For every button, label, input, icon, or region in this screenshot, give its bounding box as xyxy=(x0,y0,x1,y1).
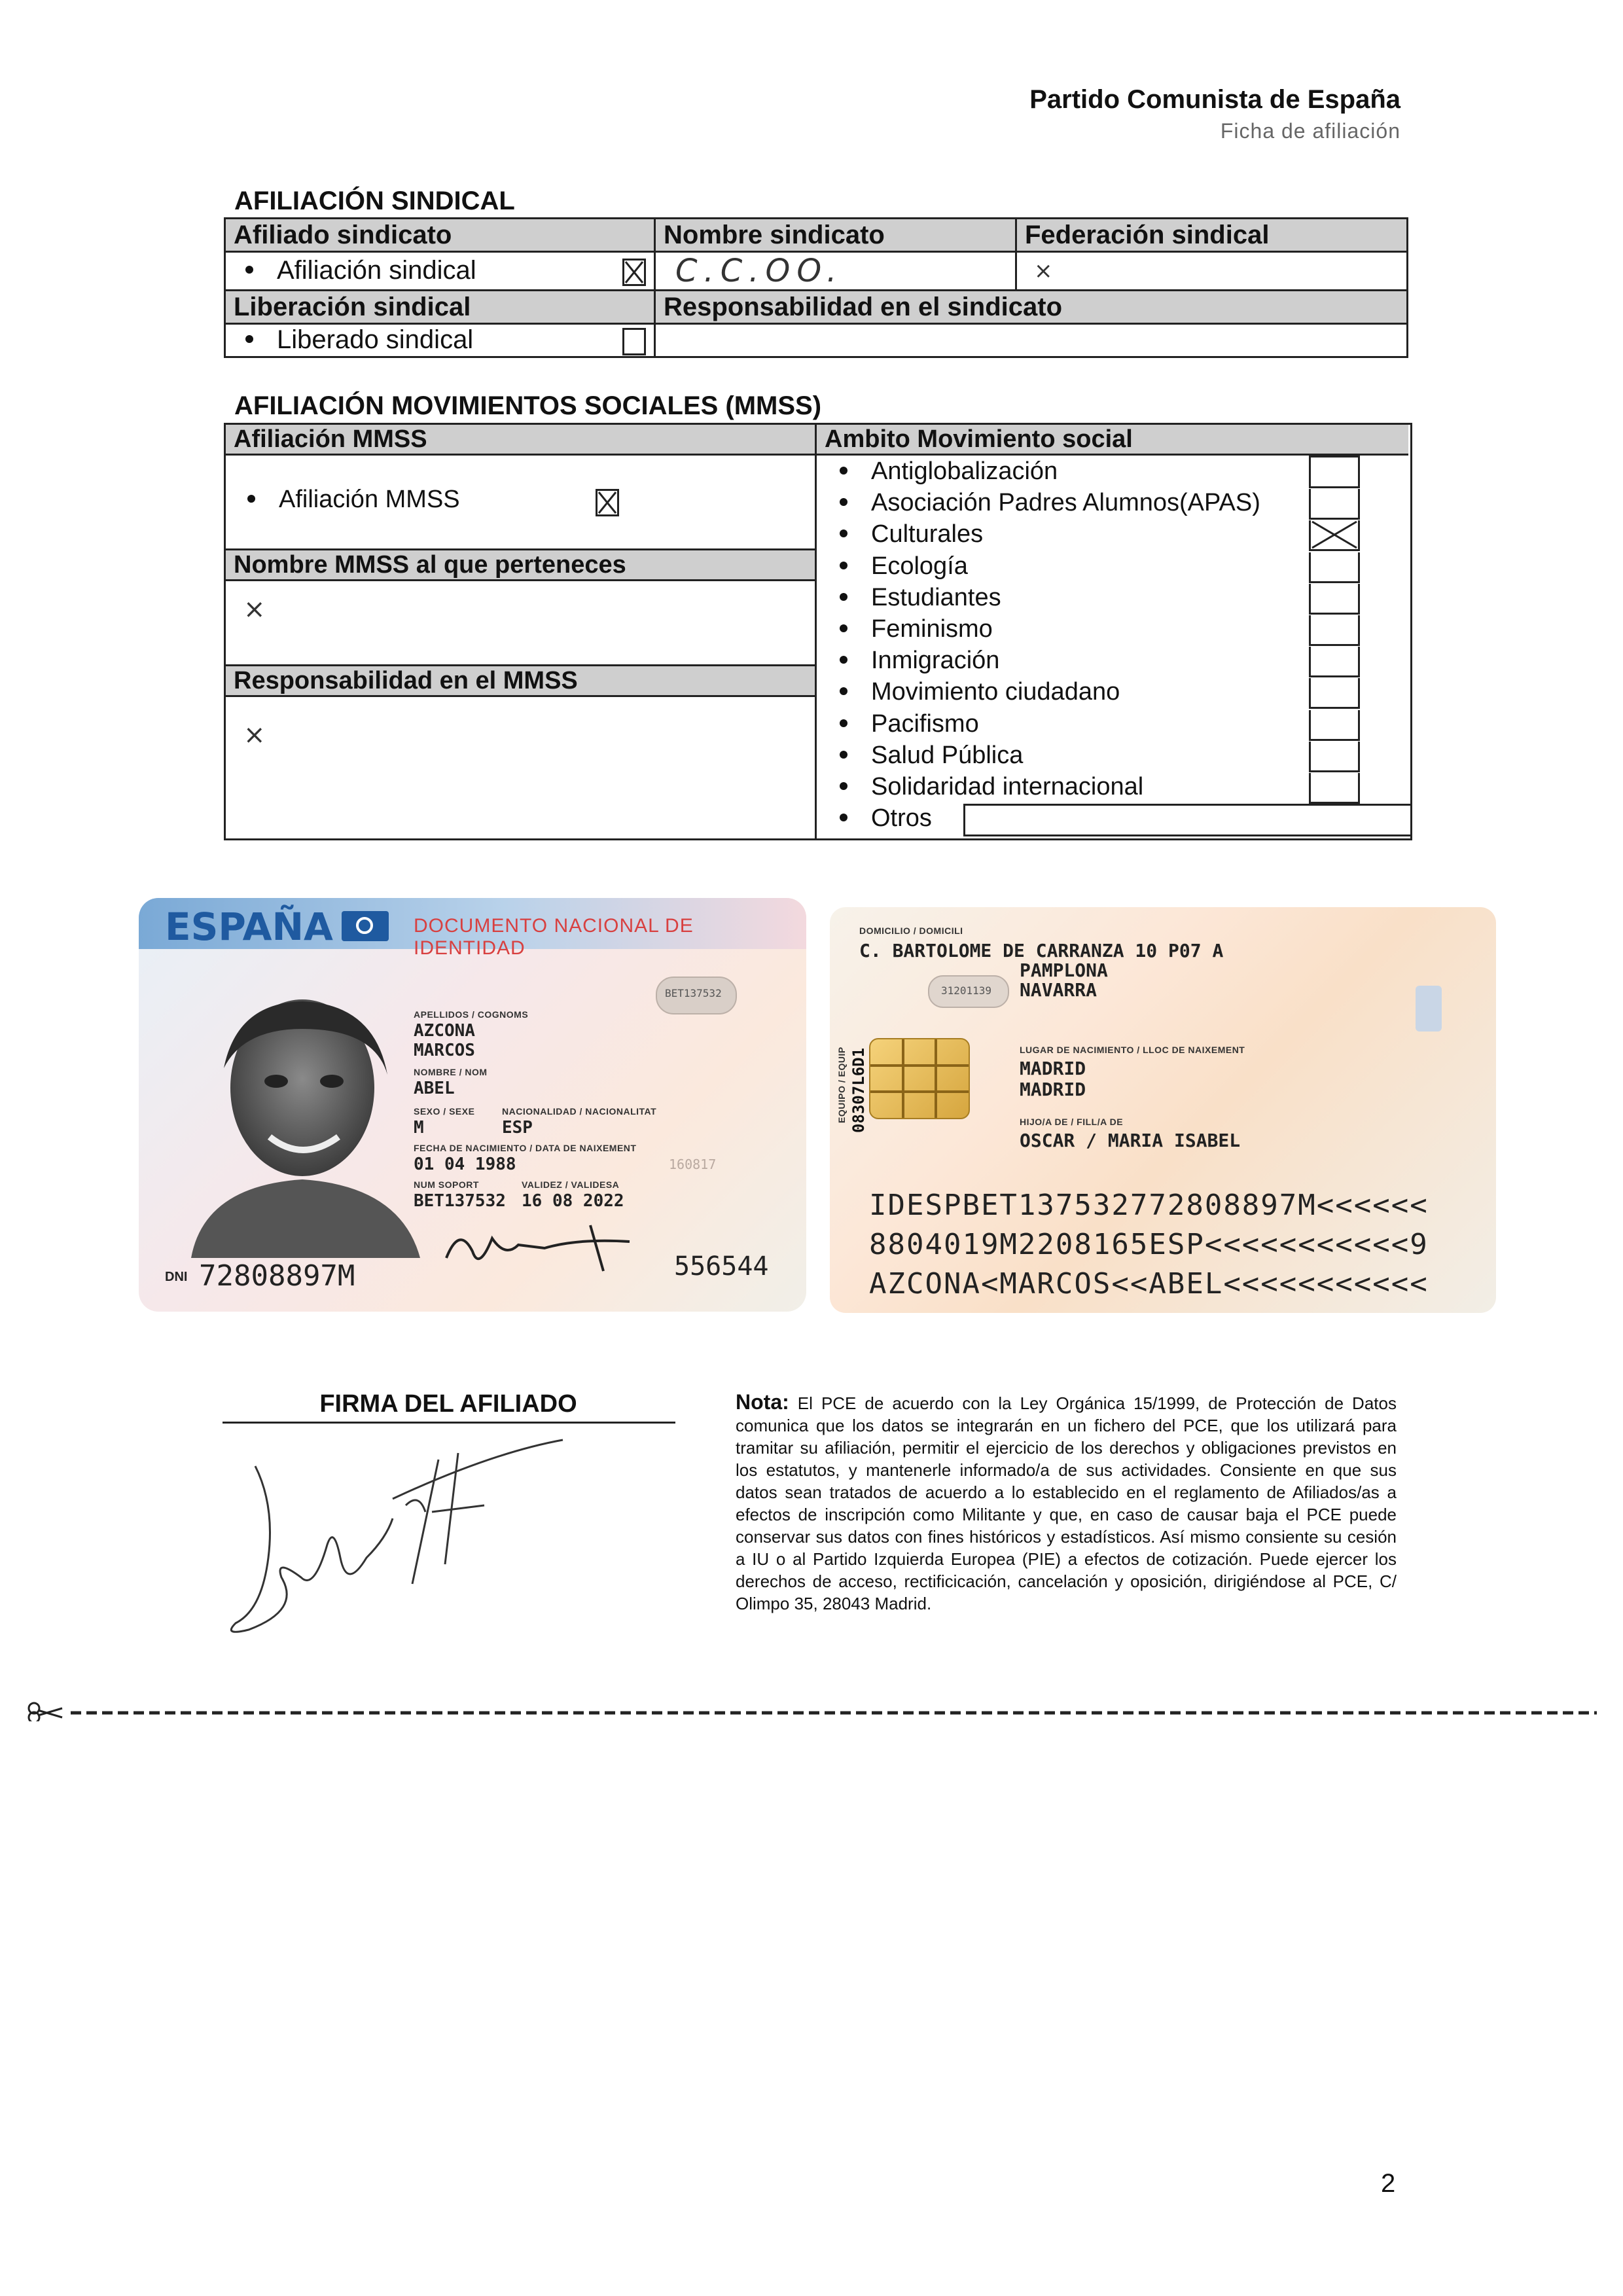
header-afiliacion-mmss: Afiliación MMSS xyxy=(226,425,815,456)
bullet-icon xyxy=(840,498,847,506)
ambito-item xyxy=(828,676,1120,708)
dni-label: DNI xyxy=(165,1270,188,1284)
ambito-label: Antiglobalización xyxy=(871,457,1058,485)
ambito-checkbox[interactable] xyxy=(1309,647,1360,677)
check-x-icon xyxy=(624,260,644,284)
bullet-icon xyxy=(840,719,847,727)
ambito-label: Culturales xyxy=(871,520,984,548)
responsabilidad-sindicato-field[interactable] xyxy=(655,324,1408,357)
value-nombre: ABEL xyxy=(414,1079,455,1098)
ambito-item xyxy=(828,487,1260,518)
back-oval: 31201139 xyxy=(928,975,1009,1008)
dni-signature xyxy=(433,1212,649,1281)
header-nombre-sindicato: Nombre sindicato xyxy=(655,219,1016,252)
ambito-label: Otros xyxy=(871,804,932,832)
form-subtitle: Ficha de afiliación xyxy=(1220,119,1400,143)
label-num-soporte: NUM SOPORT xyxy=(414,1179,479,1190)
firma-afiliado-title: FIRMA DEL AFILIADO xyxy=(319,1390,577,1418)
bullet-icon xyxy=(840,814,847,821)
label-nacionalidad: NACIONALIDAD / NACIONALITAT xyxy=(502,1106,657,1117)
header-afiliado-sindicato: Afiliado sindicato xyxy=(225,219,655,252)
dni-number: 72808897M xyxy=(199,1259,355,1293)
dni-can-number: 556544 xyxy=(674,1251,769,1282)
liberado-sindical-checkbox[interactable] xyxy=(622,328,646,355)
label-sexo: SEXO / SEXE xyxy=(414,1106,475,1117)
legal-note xyxy=(736,1391,1397,1615)
ambito-item xyxy=(828,456,1058,487)
label-fecha-nacimiento: FECHA DE NACIMIENTO / DATA DE NAIXEMENT xyxy=(414,1143,637,1153)
dni-front-image xyxy=(139,898,806,1312)
liberado-sindical-label: Liberado sindical xyxy=(277,325,474,354)
ambito-item xyxy=(828,771,1143,802)
value-validez: 16 08 2022 xyxy=(522,1191,624,1211)
value-equipo: 08307L6D1 xyxy=(849,1047,868,1133)
ambito-checkbox[interactable] xyxy=(1309,584,1360,615)
ambito-checkbox[interactable] xyxy=(1309,615,1360,646)
mrz-line-2: 8804019M2208165ESP<<<<<<<<<<<9 xyxy=(869,1228,1429,1261)
member-signature xyxy=(196,1427,602,1646)
afiliacion-sindical-cell xyxy=(225,252,655,291)
portrait-icon xyxy=(178,990,427,1258)
afiliacion-sindical-checkbox[interactable] xyxy=(622,259,646,286)
mmss-divider xyxy=(815,423,817,838)
afiliacion-mmss-row xyxy=(236,486,460,514)
cut-line xyxy=(26,1702,1603,1721)
header-liberacion-sindical: Liberación sindical xyxy=(225,291,655,324)
bullet-icon xyxy=(840,593,847,601)
signature-icon xyxy=(433,1212,649,1278)
afiliacion-mmss-checkbox[interactable] xyxy=(596,489,619,516)
ambito-item xyxy=(828,645,999,676)
sindical-section-title: AFILIACIÓN SINDICAL xyxy=(234,187,515,215)
value-apellido1: AZCONA xyxy=(414,1021,475,1041)
firma-line xyxy=(223,1422,675,1424)
ambito-checkbox[interactable] xyxy=(1309,489,1360,520)
check-x-icon xyxy=(1311,520,1358,549)
dni-back-image xyxy=(830,907,1496,1313)
ambito-item xyxy=(828,740,1023,771)
label-equipo: EQUIPO / EQUIP xyxy=(836,1047,847,1123)
nombre-mmss-field[interactable]: × xyxy=(243,594,266,624)
ambito-item xyxy=(828,582,1001,613)
header-ambito-movimiento: Ambito Movimiento social xyxy=(817,425,1408,456)
ambito-item xyxy=(828,802,932,834)
ambito-item xyxy=(828,550,968,582)
bullet-icon xyxy=(840,624,847,632)
responsabilidad-mmss-field[interactable]: × xyxy=(243,720,266,750)
label-domicilio: DOMICILIO / DOMICILI xyxy=(859,925,963,936)
value-sexo: M xyxy=(414,1118,424,1138)
page-number: 2 xyxy=(1381,2169,1396,2198)
nota-label: Nota: xyxy=(736,1390,789,1414)
bullet-icon xyxy=(840,782,847,790)
dni-doc-title: DOCUMENTO NACIONAL DE IDENTIDAD xyxy=(414,915,694,959)
party-name: Partido Comunista de España xyxy=(1029,85,1400,114)
label-apellidos: APELLIDOS / COGNOMS xyxy=(414,1009,529,1020)
mmss-section-title: AFILIACIÓN MOVIMIENTOS SOCIALES (MMSS) xyxy=(234,391,822,420)
mrz-line-1: IDESPBET137532772808897M<<<<<< xyxy=(869,1189,1429,1222)
afiliacion-mmss-label: Afiliación MMSS xyxy=(279,486,460,513)
ambito-checkbox[interactable] xyxy=(1309,742,1360,772)
ambito-item xyxy=(828,518,983,550)
federacion-sindical-field[interactable]: × xyxy=(1016,252,1408,291)
ambito-label: Ecología xyxy=(871,552,968,580)
label-nombre: NOMBRE / NOM xyxy=(414,1067,488,1077)
dni-chip-oval: BET137532 xyxy=(656,977,737,1014)
bullet-icon xyxy=(245,266,253,274)
bullet-icon xyxy=(840,529,847,537)
ambito-item xyxy=(828,613,993,645)
ambito-label: Asociación Padres Alumnos(APAS) xyxy=(871,489,1260,516)
label-validez: VALIDEZ / VALIDESA xyxy=(522,1179,620,1190)
chip-icon xyxy=(869,1038,970,1119)
value-lugar2: MADRID xyxy=(1020,1079,1086,1100)
bullet-icon xyxy=(840,562,847,569)
ambito-checkbox[interactable] xyxy=(1309,678,1360,709)
value-provincia: NAVARRA xyxy=(1020,979,1097,1001)
header-responsabilidad-mmss: Responsabilidad en el MMSS xyxy=(226,664,815,697)
ambito-label: Estudiantes xyxy=(871,584,1001,611)
dni-photo xyxy=(178,990,427,1258)
bullet-icon xyxy=(840,467,847,475)
ambito-checkbox[interactable] xyxy=(1309,773,1360,804)
bullet-icon xyxy=(245,335,253,343)
ambito-item xyxy=(828,708,979,740)
signature-icon xyxy=(196,1427,602,1643)
nota-text: El PCE de acuerdo con la Ley Orgánica 15/1999, de Protección de Datos comunica que los datos se integrarán en un fichero del PCE, que los utilizará para tramitar su afiliación, permitir el ejercicio de los derechos y obligaciones previstos en los estatutos, y mantenerle informado/a de sus actividades. Consiente en que sus datos sean tratados de acuerdo a lo establecido en el reglamento de Afiliados/as a efectos de inscripción como Militante y que, en caso de causar baja el PCE puede conservar sus datos con fines históricos y estadísticos. Así mismo consiente su cesión a IU o al Partido Izquierda Europea (PIE) a efectos de cotización. Puede ejercer los derechos de acceso, rectificicación, cancelación y oposición, dirigiéndose al PCE, C/ Olimpo 35, 28043 Madrid. xyxy=(736,1393,1397,1613)
bullet-icon xyxy=(840,687,847,695)
value-apellido2: MARCOS xyxy=(414,1041,475,1060)
ambito-label: Pacifismo xyxy=(871,710,979,738)
dni-logo-icon xyxy=(342,911,389,941)
sindical-table xyxy=(224,217,1408,358)
ambito-label: Feminismo xyxy=(871,615,993,643)
scissors-icon xyxy=(26,1702,1603,1721)
value-padres: OSCAR / MARIA ISABEL xyxy=(1020,1130,1241,1151)
value-fecha-nacimiento: 01 04 1988 xyxy=(414,1155,516,1174)
otros-input[interactable] xyxy=(963,804,1412,836)
ambito-checkbox[interactable] xyxy=(1309,710,1360,741)
ambito-label: Salud Pública xyxy=(871,742,1024,769)
ambito-label: Solidaridad internacional xyxy=(871,773,1144,800)
ambito-checkbox[interactable] xyxy=(1309,552,1360,583)
ambito-checkbox[interactable] xyxy=(1309,520,1360,551)
ghost-number: 160817 xyxy=(669,1157,717,1172)
bullet-icon xyxy=(247,495,255,503)
mrz-line-3: AZCONA<MARCOS<<ABEL<<<<<<<<<<< xyxy=(869,1267,1429,1300)
coat-of-arms-icon xyxy=(1416,986,1442,1031)
label-padres: HIJO/A DE / FILL/A DE xyxy=(1020,1117,1124,1127)
bullet-icon xyxy=(840,656,847,664)
header-nombre-mmss: Nombre MMSS al que perteneces xyxy=(226,548,815,581)
check-x-icon xyxy=(597,491,617,514)
header-federacion-sindical: Federación sindical xyxy=(1016,219,1408,252)
ambito-label: Movimiento ciudadano xyxy=(871,678,1120,706)
ambito-checkbox[interactable] xyxy=(1309,456,1360,488)
label-lugar-nacimiento: LUGAR DE NACIMIENTO / LLOC DE NAIXEMENT xyxy=(1020,1045,1245,1055)
value-nacionalidad: ESP xyxy=(502,1118,533,1138)
value-ciudad: PAMPLONA xyxy=(1020,960,1108,981)
header-responsabilidad-sindicato: Responsabilidad en el sindicato xyxy=(655,291,1408,324)
liberado-sindical-cell xyxy=(225,324,655,357)
dni-country: ESPAÑA xyxy=(165,905,333,949)
value-domicilio: C. BARTOLOME DE CARRANZA 10 P07 A xyxy=(859,940,1224,961)
value-lugar1: MADRID xyxy=(1020,1058,1086,1079)
nombre-sindicato-field[interactable]: C.C.OO. xyxy=(655,252,1016,291)
bullet-icon xyxy=(840,751,847,759)
value-num-soporte: BET137532 xyxy=(414,1191,506,1211)
ambito-label: Inmigración xyxy=(871,647,1000,674)
afiliacion-sindical-label: Afiliación sindical xyxy=(277,256,476,285)
